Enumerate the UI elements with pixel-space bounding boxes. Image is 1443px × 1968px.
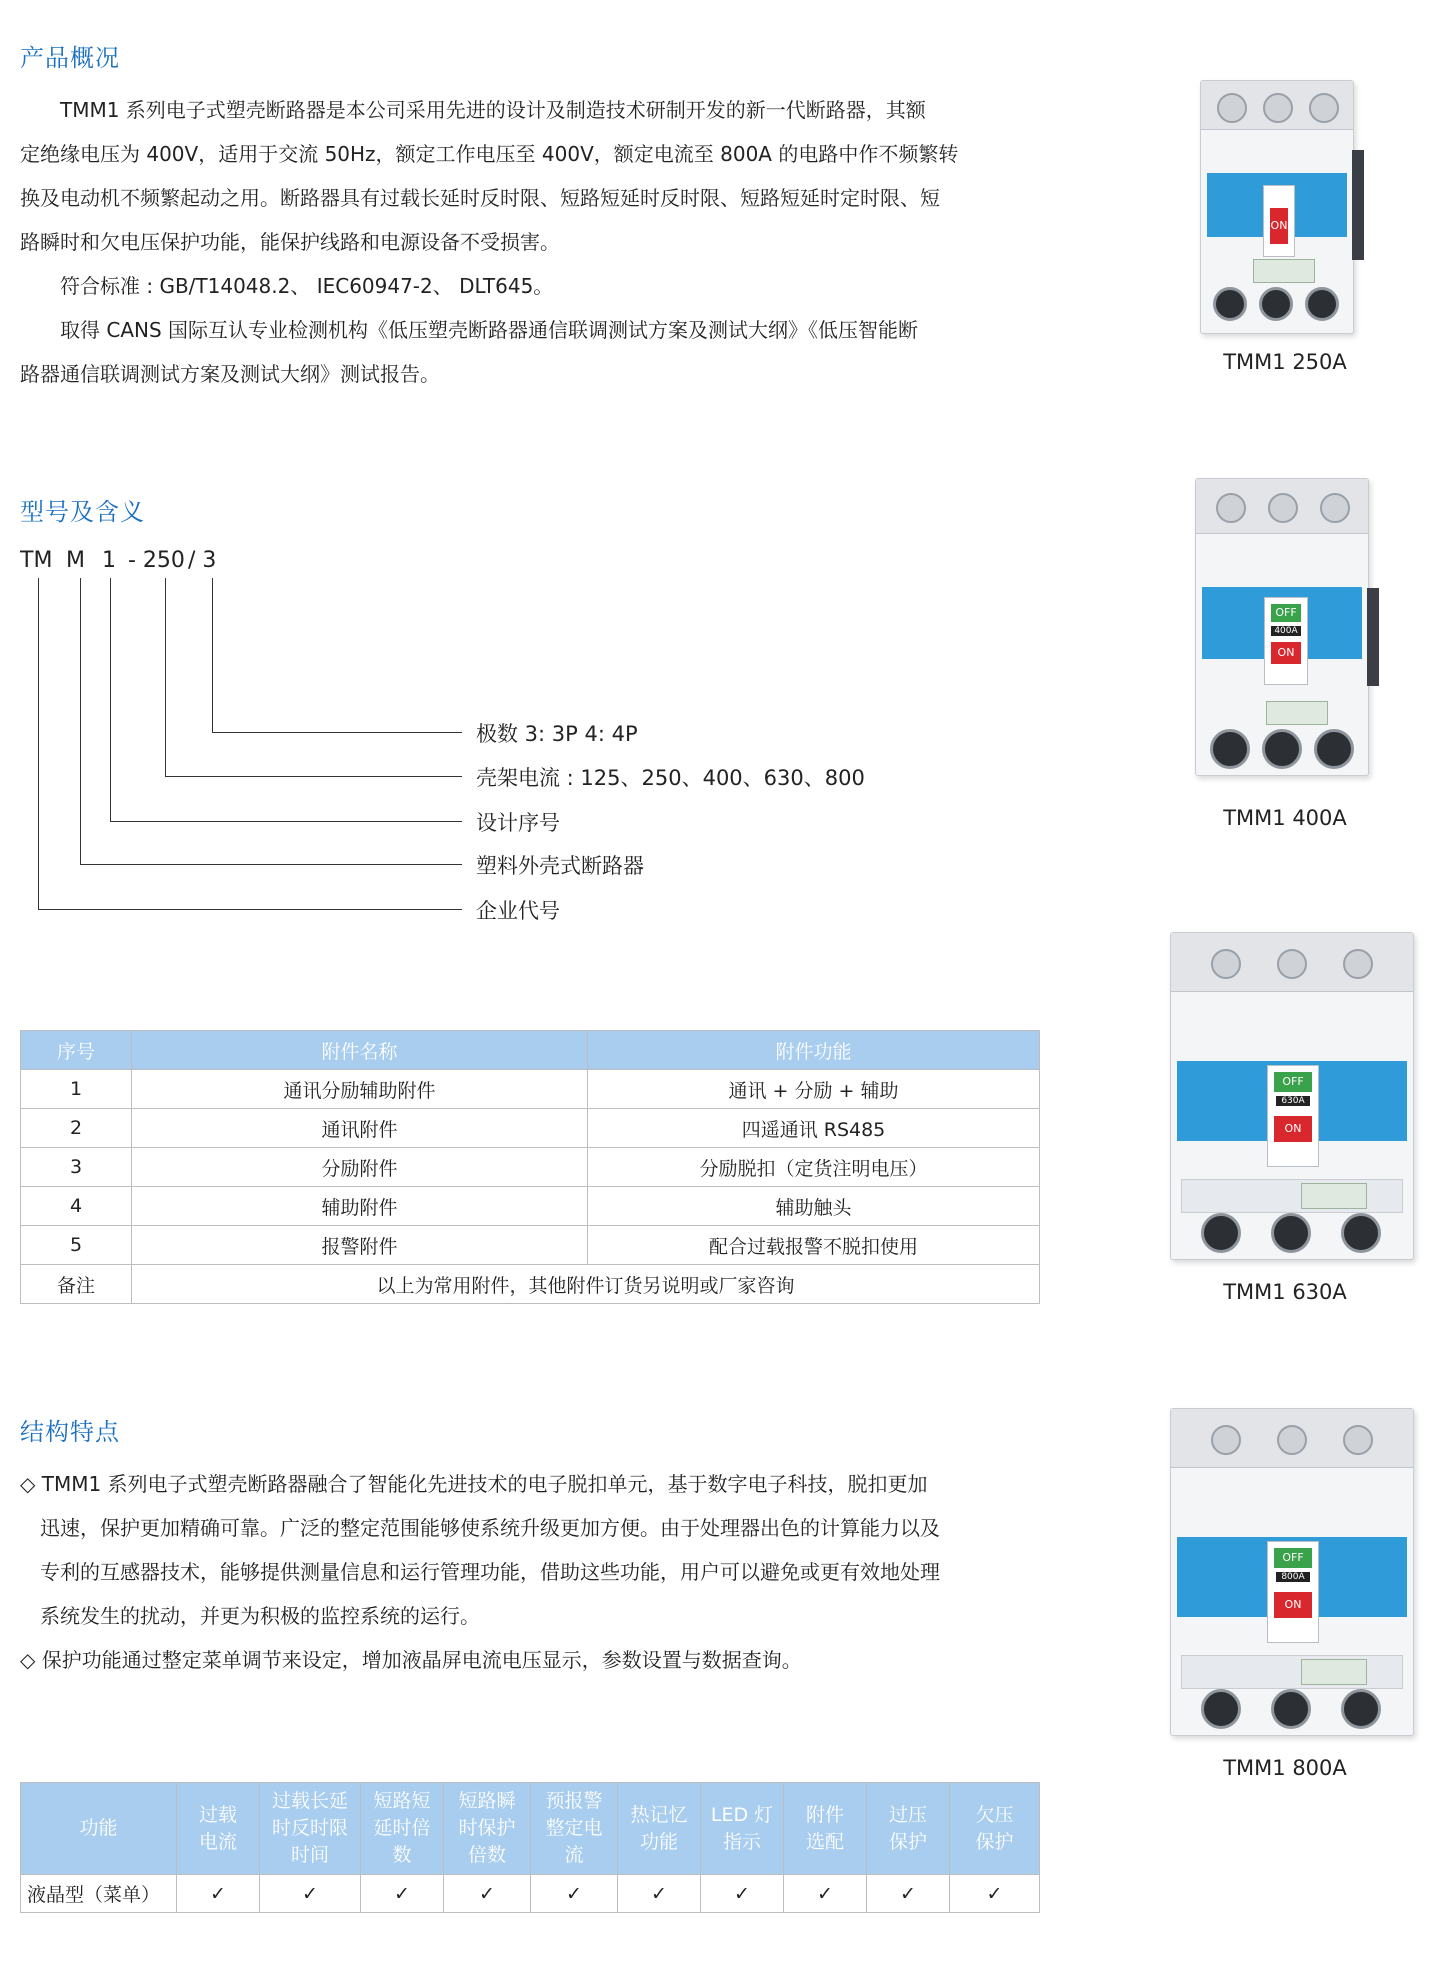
terminal-screw-icon: [1320, 493, 1350, 523]
connector-design-v: [110, 578, 111, 821]
terminal-hole-icon: [1201, 1689, 1241, 1729]
fn-header-short-delay: [361, 1783, 444, 1875]
code-part-3: / 3: [188, 548, 217, 573]
code-part-250: - 250: [128, 548, 185, 573]
fn-header-line: 整定电: [545, 1817, 603, 1839]
trip-unit-panel: [1181, 1179, 1403, 1213]
fn-header-line: 预报警: [545, 1790, 603, 1812]
label-poles: 极数 3: 3P 4: 4P: [476, 722, 638, 746]
connector-poles-h: [212, 732, 462, 733]
acc-name: 通讯附件: [132, 1109, 588, 1148]
acc-name: 分励附件: [132, 1148, 588, 1187]
connector-company-v: [38, 578, 39, 909]
acc-no: 4: [21, 1187, 132, 1226]
handle-rating: 630A: [1276, 1096, 1310, 1106]
off-indicator: OFF: [1274, 1548, 1312, 1568]
overview-text: [20, 88, 1040, 396]
fn-header-line: 时保护: [458, 1817, 516, 1839]
fn-header-line: 流: [564, 1844, 584, 1866]
connector-mccb-v: [80, 578, 81, 864]
table-row: [21, 1226, 1040, 1265]
acc-header-no: 序号: [21, 1031, 132, 1070]
product-caption-250a: TMM1 250A: [1223, 350, 1347, 374]
check-mark: ✓: [444, 1875, 531, 1913]
check-mark: ✓: [177, 1875, 260, 1913]
fn-header-function: [21, 1783, 177, 1875]
label-frame-current: 壳架电流 : 125、250、400、630、800: [476, 766, 865, 790]
table-row: [21, 1265, 1040, 1304]
breaker-image: [1195, 478, 1369, 776]
model-heading: 型号及含义: [20, 498, 145, 526]
product-630a: [1160, 932, 1422, 1262]
fn-row-label: 液晶型（菜单）: [21, 1875, 177, 1913]
fn-header-text: 功能: [79, 1817, 118, 1839]
off-indicator: OFF: [1271, 604, 1301, 622]
breaker-image: [1170, 1408, 1414, 1736]
terminal-screw-icon: [1211, 1425, 1241, 1455]
fn-header-line: 数: [392, 1844, 412, 1866]
on-indicator: ON: [1274, 1592, 1312, 1618]
terminal-screw-icon: [1277, 949, 1307, 979]
terminal-hole-icon: [1213, 287, 1247, 321]
check-mark: ✓: [784, 1875, 867, 1913]
fn-header-line: LED 灯: [710, 1803, 774, 1826]
acc-no: 3: [21, 1148, 132, 1187]
check-mark: ✓: [701, 1875, 784, 1913]
connector-mccb-h: [80, 864, 462, 865]
fn-header-line: 保护: [888, 1830, 927, 1853]
fn-header-line: 功能: [639, 1830, 678, 1853]
terminal-hole-icon: [1259, 287, 1293, 321]
structure-b1-line4: 系统发生的扰动，并更为积极的监控系统的运行。: [40, 1604, 480, 1628]
on-indicator: ON: [1274, 1116, 1312, 1142]
lcd-display: [1253, 259, 1315, 283]
terminal-screw-icon: [1277, 1425, 1307, 1455]
terminal-screw-icon: [1309, 93, 1339, 123]
fn-header-line: 短路瞬: [458, 1790, 516, 1812]
terminal-hole-icon: [1201, 1213, 1241, 1253]
fn-header-undervoltage: [950, 1783, 1040, 1875]
terminal-screw-icon: [1343, 949, 1373, 979]
function-table: [20, 1782, 1040, 1913]
acc-func: 四遥通讯 RS485: [588, 1109, 1040, 1148]
lcd-display: [1301, 1183, 1367, 1209]
terminal-hole-icon: [1271, 1689, 1311, 1729]
overview-p1-line1: TMM1 系列电子式塑壳断路器是本公司采用先进的设计及制造技术研制开发的新一代断路器，其额: [60, 98, 926, 122]
check-mark: ✓: [950, 1875, 1040, 1913]
trip-unit-panel: [1181, 1655, 1403, 1689]
table-row: [21, 1875, 1040, 1913]
breaker-handle: [1267, 1541, 1319, 1643]
accessory-module: [1367, 588, 1379, 686]
fn-header-overload-current: [177, 1783, 260, 1875]
fn-header-line: 欠压: [975, 1803, 1014, 1826]
acc-note-text: 以上为常用附件，其他附件订货另说明或厂家咨询: [132, 1265, 1040, 1304]
code-part-1: 1: [102, 548, 116, 573]
lcd-display: [1301, 1659, 1367, 1685]
acc-header-func: 附件功能: [588, 1031, 1040, 1070]
structure-b1-line2: 迅速，保护更加精确可靠。广泛的整定范围能够使系统升级更加方便。由于处理器出色的计算能力以及: [40, 1516, 940, 1540]
fn-header-led: [701, 1783, 784, 1875]
fn-header-overvoltage: [867, 1783, 950, 1875]
fn-header-pre-alarm: [531, 1783, 618, 1875]
check-mark: ✓: [618, 1875, 701, 1913]
acc-name: 通讯分励辅助附件: [132, 1070, 588, 1109]
acc-name: 辅助附件: [132, 1187, 588, 1226]
connector-frame-v: [165, 578, 166, 776]
fn-header-instant: [444, 1783, 531, 1875]
label-mccb: 塑料外壳式断路器: [476, 854, 644, 878]
off-indicator: OFF: [1274, 1072, 1312, 1092]
terminal-hole-icon: [1341, 1689, 1381, 1729]
overview-p3-line2: 路器通信联调测试方案及测试大纲》测试报告。: [20, 362, 440, 386]
acc-no: 1: [21, 1070, 132, 1109]
fn-header-line: 倍数: [467, 1844, 506, 1866]
structure-heading: 结构特点: [20, 1418, 120, 1446]
table-row: [21, 1109, 1040, 1148]
terminal-screw-icon: [1216, 493, 1246, 523]
product-400a: [1185, 478, 1385, 778]
overview-p3-line1: 取得 CANS 国际互认专业检测机构《低压塑壳断路器通信联调测试方案及测试大纲》《低压智能断: [60, 318, 919, 342]
terminal-screw-icon: [1268, 493, 1298, 523]
fn-header-line: 过载: [198, 1803, 237, 1826]
fn-header-thermal-memory: [618, 1783, 701, 1875]
overview-p1-line2: 定绝缘电压为 400V，适用于交流 50Hz，额定工作电压至 400V，额定电流至 800A 的电路中作不频繁转: [20, 142, 959, 166]
accessory-table: [20, 1030, 1040, 1304]
structure-b1-line3: 专利的互感器技术，能够提供测量信息和运行管理功能，借助这些功能，用户可以避免或更有效地处理: [40, 1560, 940, 1584]
breaker-handle: [1267, 1065, 1319, 1167]
overview-heading: 产品概况: [20, 44, 120, 72]
connector-design-h: [110, 821, 462, 822]
code-part-tm: TM: [20, 548, 53, 573]
terminal-screw-icon: [1211, 949, 1241, 979]
table-row: [21, 1070, 1040, 1109]
overview-p2: 符合标准 : GB/T14048.2、 IEC60947-2、 DLT645。: [60, 274, 554, 298]
product-caption-800a: TMM1 800A: [1223, 1756, 1347, 1780]
connector-poles-v: [212, 578, 213, 732]
overview-p1-line3: 换及电动机不频繁起动之用。断路器具有过载长延时反时限、短路短延时反时限、短路短延时定时限、短: [20, 186, 940, 210]
terminal-screw-icon: [1217, 93, 1247, 123]
breaker-handle: [1264, 597, 1308, 685]
structure-b1-line1: ◇ TMM1 系列电子式塑壳断路器融合了智能化先进技术的电子脱扣单元，基于数字电子科技，脱扣更加: [20, 1472, 928, 1496]
fn-header-line: 指示: [722, 1830, 761, 1853]
terminal-screw-icon: [1343, 1425, 1373, 1455]
acc-no: 2: [21, 1109, 132, 1148]
terminal-screw-icon: [1263, 93, 1293, 123]
fn-header-line: 过载长延: [271, 1790, 348, 1812]
label-design-no: 设计序号: [476, 811, 560, 835]
fn-header-line: 附件: [805, 1803, 844, 1826]
overview-p1-line4: 路瞬时和欠电压保护功能，能保护线路和电源设备不受损害。: [20, 230, 560, 254]
table-row: [21, 1148, 1040, 1187]
connector-company-h: [38, 909, 462, 910]
fn-header-line: 时间: [290, 1844, 329, 1866]
acc-name: 报警附件: [132, 1226, 588, 1265]
check-mark: ✓: [867, 1875, 950, 1913]
terminal-hole-icon: [1305, 287, 1339, 321]
structure-b2: ◇ 保护功能通过整定菜单调节来设定，增加液晶屏电流电压显示，参数设置与数据查询。: [20, 1648, 802, 1672]
fn-header-line: 短路短: [373, 1790, 431, 1812]
check-mark: ✓: [260, 1875, 361, 1913]
breaker-handle: [1263, 185, 1295, 257]
on-indicator: ON: [1271, 642, 1301, 664]
fn-header-line: 保护: [975, 1830, 1014, 1853]
acc-header-name: 附件名称: [132, 1031, 588, 1070]
fn-header-line: 延时倍: [373, 1817, 431, 1839]
acc-func: 分励脱扣（定货注明电压）: [588, 1148, 1040, 1187]
check-mark: ✓: [361, 1875, 444, 1913]
acc-func: 配合过载报警不脱扣使用: [588, 1226, 1040, 1265]
fn-header-line: 选配: [805, 1830, 844, 1853]
check-mark: ✓: [531, 1875, 618, 1913]
product-caption-630a: TMM1 630A: [1223, 1280, 1347, 1304]
fn-header-line: 热记忆: [630, 1803, 688, 1826]
structure-text: [20, 1462, 1050, 1682]
table-row: [21, 1187, 1040, 1226]
acc-func: 辅助触头: [588, 1187, 1040, 1226]
handle-rating: 800A: [1276, 1572, 1310, 1582]
lcd-display: [1266, 701, 1328, 725]
acc-func: 通讯 + 分励 + 辅助: [588, 1070, 1040, 1109]
terminal-hole-icon: [1314, 729, 1354, 769]
fn-header-accessory: [784, 1783, 867, 1875]
breaker-image: [1200, 80, 1354, 334]
label-company-code: 企业代号: [476, 899, 560, 923]
breaker-image: [1170, 932, 1414, 1260]
product-caption-400a: TMM1 400A: [1223, 806, 1347, 830]
on-indicator: ON: [1270, 208, 1288, 244]
terminal-hole-icon: [1210, 729, 1250, 769]
code-part-m: M: [66, 548, 85, 573]
fn-header-line: 过压: [888, 1803, 927, 1826]
terminal-hole-icon: [1341, 1213, 1381, 1253]
connector-frame-h: [165, 776, 462, 777]
product-800a: [1160, 1408, 1422, 1738]
product-250a: [1190, 80, 1380, 340]
fn-header-long-delay: [260, 1783, 361, 1875]
terminal-hole-icon: [1271, 1213, 1311, 1253]
handle-rating: 400A: [1271, 626, 1301, 636]
acc-no: 5: [21, 1226, 132, 1265]
fn-header-line: 电流: [198, 1830, 237, 1853]
acc-note-label: 备注: [21, 1265, 132, 1304]
terminal-hole-icon: [1262, 729, 1302, 769]
accessory-module: [1352, 150, 1364, 260]
fn-header-line: 时反时限: [271, 1817, 348, 1839]
